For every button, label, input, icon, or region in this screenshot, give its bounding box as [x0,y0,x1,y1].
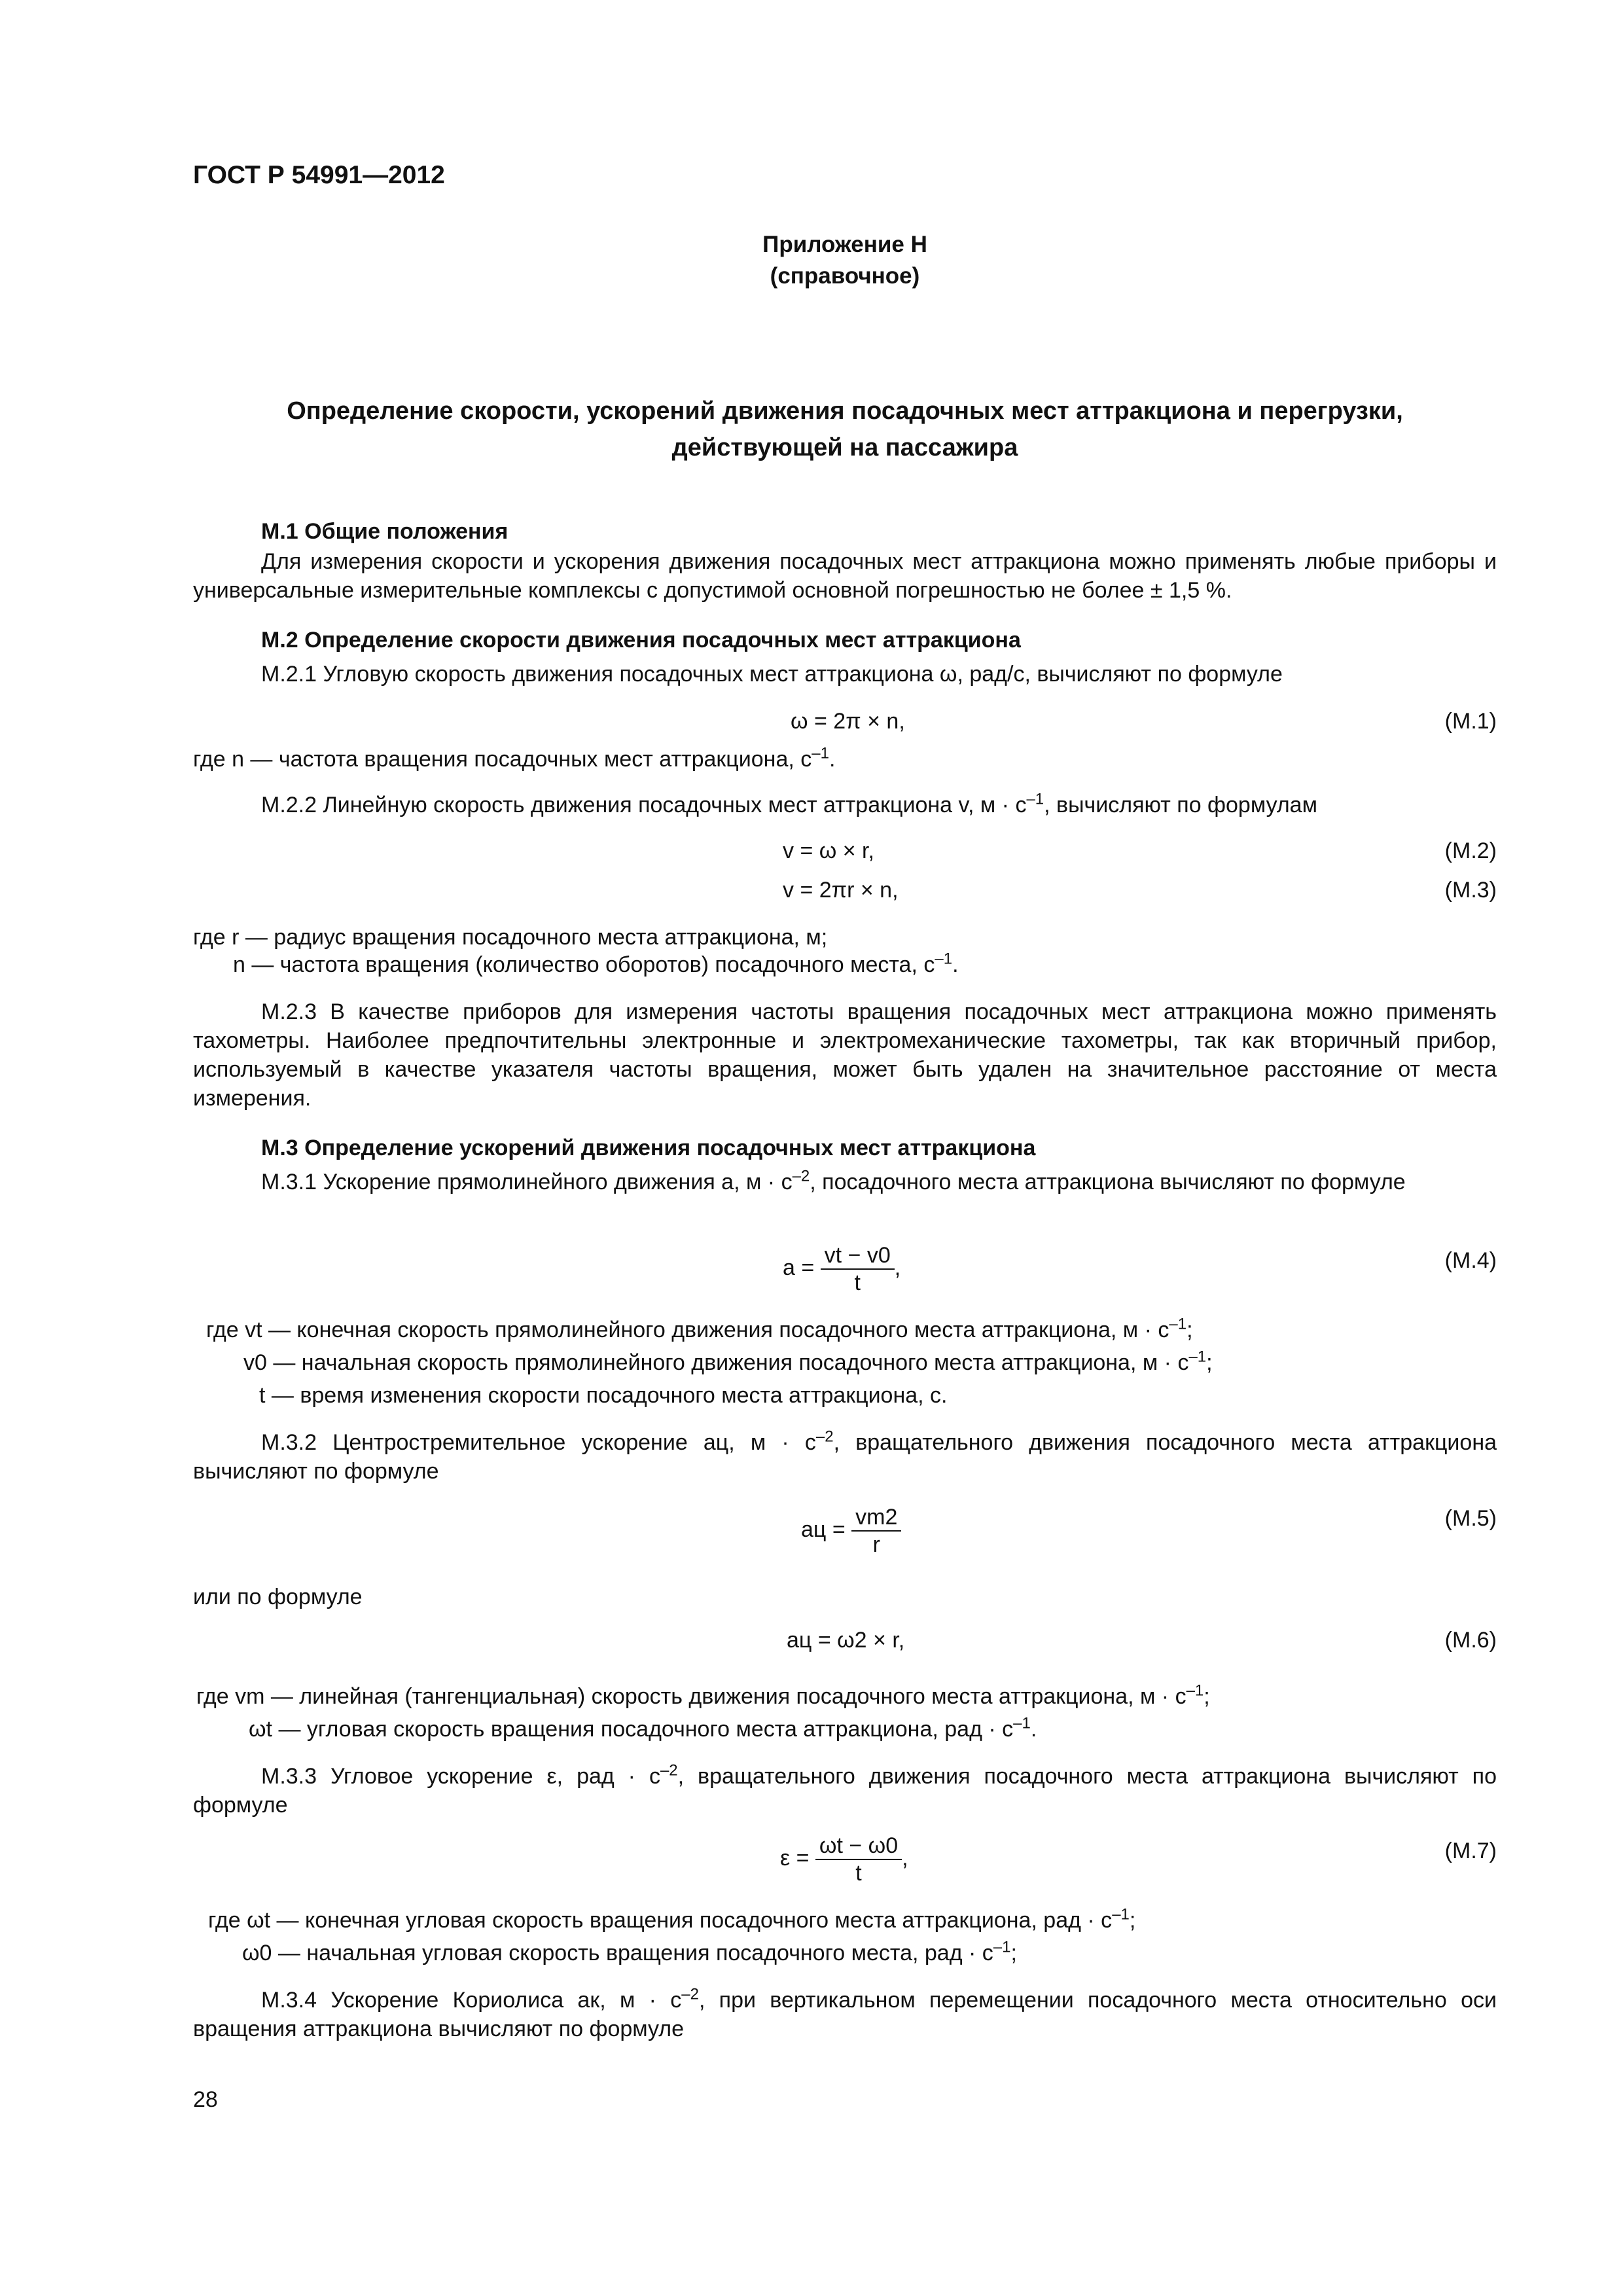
formula-m7-fraction: $\frac{\omega t - \omega 0}{t}$ [815,1833,902,1886]
formula-m6: aц = ω2 × r, [787,1628,905,1653]
formula-m2: v = ω × r, [783,838,874,863]
formula-m7: ε = $\frac{\omega t - \omega 0}{t}$ , [780,1833,908,1886]
formula-m3-where-r: где r — радиус вращения посадочного места аттракциона, м; [193,925,828,950]
m2-1-text: М.2.1 Угловую скорость движения посадочных мест аттракциона ω, рад/с, вычисляют по формуле [261,662,1283,687]
main-title-line1: Определение скорости, ускорений движения посадочных мест аттракциона и перегрузки, [287,397,1403,425]
formula-m1-number: (М.1) [1444,709,1497,734]
section-m1-text: Для измерения скорости и ускорения движения посадочных мест аттракциона можно применять любые приборы и универсальные измерительные комплексы с допустимой основной погрешностью не более ± 1,5 %. [193,549,1497,603]
m3-4-text: М.3.4 Ускорение Кориолиса aк, $м \cdot с^{-2}$, при вертикальном перемещении посадочного места относительно оси вращения аттракциона вычисляют по формуле [193,1985,1497,2041]
formula-m4-where-vt: где vt — конечная скорость прямолинейного движения посадочного места аттракциона, $м \cdot с^{-1}$; [206,1315,1193,1342]
formula-m1: ω = 2π × n, [791,709,905,734]
formula-m4-where-t: t — время изменения скорости посадочного места аттракциона, с. [259,1383,948,1408]
formula-m5-number: (М.5) [1444,1506,1497,1531]
formula-m7-number: (М.7) [1444,1839,1497,1863]
m3-3-text: М.3.3 Угловое ускорение ε, рад · $с^{-2}$, вращательного движения посадочного места аттракциона вычисляют по формуле [193,1761,1497,1818]
appendix-kind: (справочное) [770,263,920,289]
appendix-title: Приложение Н [762,232,927,257]
m3-1-text: М.3.1 Ускорение прямолинейного движения a, $м \cdot с^{-2}$, посадочного места аттракциона вычисляют по формуле [261,1167,1406,1194]
m3-2-text: М.3.2 Центростремительное ускорение aц, $м \cdot с^{-2}$, вращательного движения посадочного места аттракциона вычисляют по формуле [193,1427,1497,1484]
formula-m4: a = $\frac{vt - v0}{t}$ , [783,1243,901,1295]
section-m3-heading: М.3 Определение ускорений движения посадочных мест аттракциона [261,1136,1036,1160]
page-number: 28 [193,2087,218,2112]
formula-m4-number: (М.4) [1444,1248,1497,1273]
formula-m1-where: где n — частота вращения посадочных мест аттракциона, $с^{-1}$. [193,744,836,772]
section-m1-heading: М.1 Общие положения [261,519,508,544]
formula-m3: v = 2πr × n, [783,878,899,903]
formula-m6-number: (М.6) [1444,1628,1497,1653]
formula-m4-where-v0: v0 — начальная скорость прямолинейного движения посадочного места аттракциона, $м \cdot с^{-1}$; [243,1348,1213,1375]
formula-m3-number: (М.3) [1444,878,1497,903]
formula-m6-where-vm: где vm — линейная (тангенциальная) скорость движения посадочного места аттракциона, $м \cdot с^{-1}$; [196,1681,1210,1709]
formula-m7-where-w0: ω0 — начальная угловая скорость вращения посадочного места, рад · $с^{-1}$; [242,1938,1017,1965]
formula-m6-where-wt: ωt — угловая скорость вращения посадочного места аттракциона, рад · $с^{-1}$. [249,1714,1037,1742]
formula-m7-where-wt: где ωt — конечная угловая скорость вращения посадочного места аттракциона, рад · $с^{-1}$; [208,1905,1136,1933]
document-header: ГОСТ Р 54991—2012 [193,161,445,189]
m2-2-text: М.2.2 Линейную скорость движения посадочных мест аттракциона v, $м \cdot с^{-1}$, вычисляют по формулам [261,790,1317,817]
or-formula-text: или по формуле [193,1585,363,1609]
formula-m4-fraction: $\frac{vt - v0}{t}$ [821,1242,895,1296]
section-m2-heading: М.2 Определение скорости движения посадочных мест аттракциона [261,628,1021,653]
formula-m3-where-n: n — частота вращения (количество оборотов) посадочного места, $с^{-1}$. [233,950,959,977]
formula-m5: aц = $\frac{vm2}{r}$ [801,1504,901,1558]
formula-m5-fraction: $\frac{vm2}{r}$ [851,1504,901,1558]
m2-3-text: М.2.3 В качестве приборов для измерения частоты вращения посадочных мест аттракциона можно применять тахометры. Наиболее предпочтительны электронные и электромеханические тахометры, так как вторичный прибор, используемый в качестве указателя частоты вращения, может быть удален на значительное расстояние от места измерения. [193,999,1497,1111]
formula-m2-number: (М.2) [1444,838,1497,863]
main-title-line2: действующей на пассажира [671,434,1018,461]
